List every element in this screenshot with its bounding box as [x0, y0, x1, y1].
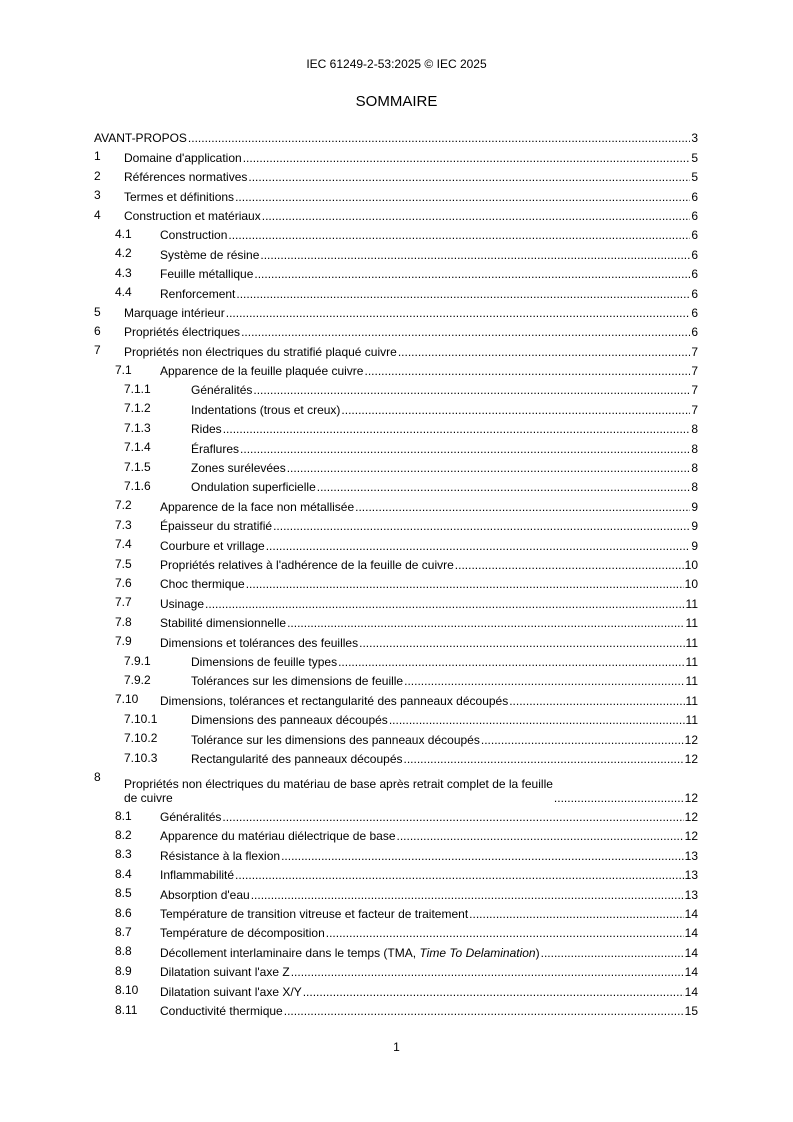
- toc-entry-label: Absorption d'eau: [160, 887, 250, 902]
- toc-entry[interactable]: [94, 320, 698, 339]
- toc-entry-page: 14: [684, 965, 698, 980]
- toc-entry-label: Éraflures: [191, 441, 240, 456]
- toc-entry[interactable]: [94, 533, 698, 552]
- dot-leader: [364, 364, 690, 378]
- toc-entry-page: 11: [685, 635, 698, 650]
- toc-entry-label-suffix: ): [535, 945, 540, 960]
- toc-entry-label: Références normatives: [124, 170, 248, 185]
- toc-entry-label: Zones surélevées: [191, 461, 286, 476]
- toc-entry-number: 7.2: [115, 498, 132, 513]
- toc-entry-number: 4.3: [115, 265, 132, 280]
- dot-leader: [260, 248, 690, 262]
- toc-entry[interactable]: [94, 339, 698, 358]
- toc-entry-page: 6: [691, 267, 698, 282]
- dot-leader: [389, 713, 685, 727]
- toc-entry-page: 8: [691, 480, 698, 495]
- dot-leader: [273, 519, 690, 533]
- toc-entry-page: 11: [685, 596, 698, 611]
- dot-leader: [251, 888, 684, 902]
- toc-entry-page: 12: [684, 790, 698, 805]
- toc-entry-number: 7.10.1: [124, 711, 158, 726]
- toc-entry-label: Propriétés électriques: [124, 325, 241, 340]
- dot-leader: [223, 422, 691, 436]
- toc-entry[interactable]: [94, 708, 698, 727]
- toc-entry-number: 7.1.2: [124, 401, 151, 416]
- dot-leader: [317, 480, 691, 494]
- toc-entry-number: 8.5: [115, 886, 132, 901]
- toc-entry-number: 6: [94, 323, 101, 338]
- dot-leader: [188, 131, 690, 145]
- toc-entry-number: 7.8: [115, 614, 132, 629]
- dot-leader: [228, 228, 690, 242]
- toc-entry-label: Construction: [160, 228, 228, 243]
- toc-entry[interactable]: [94, 514, 698, 533]
- toc-entry[interactable]: [94, 940, 698, 959]
- toc-entry-label: Dilatation suivant l'axe Z: [160, 965, 290, 980]
- page-number-footer: 1: [393, 1040, 400, 1054]
- dot-leader: [253, 383, 690, 397]
- dot-leader: [397, 829, 684, 843]
- toc-entry-label: Dilatation suivant l'axe X/Y: [160, 984, 302, 999]
- toc-entry-label: Propriétés relatives à l'adhérence de la feuille de cuivre: [160, 557, 454, 572]
- toc-entry-number: 7.1.3: [124, 420, 151, 435]
- toc-entry-page: 7: [691, 383, 698, 398]
- toc-entry[interactable]: [94, 204, 698, 223]
- dot-leader: [541, 946, 684, 960]
- toc-entry-number: 7.10.3: [124, 750, 158, 765]
- dot-leader: [266, 539, 691, 553]
- toc-entry-page: 14: [684, 907, 698, 922]
- toc-entry-page: 15: [684, 1003, 698, 1018]
- toc-entry-page: 6: [691, 286, 698, 301]
- toc-entry-page: 8: [691, 461, 698, 476]
- toc-entry-number: 8.9: [115, 963, 132, 978]
- toc-entry-number: 7.1.5: [124, 459, 151, 474]
- toc-entry[interactable]: [94, 126, 698, 145]
- toc-entry-page: 11: [685, 693, 698, 708]
- dot-leader: [243, 151, 691, 165]
- toc-entry-page: 9: [691, 538, 698, 553]
- toc-entry-label: Propriétés non électriques du matériau de base après retrait complet de la feuille: [124, 776, 553, 791]
- toc-entry-number: 7.7: [115, 595, 132, 610]
- toc-entry-label: Inflammabilité: [160, 868, 235, 883]
- toc-entry-number: 4.4: [115, 285, 132, 300]
- dot-leader: [291, 965, 684, 979]
- toc-entry-number: 7.5: [115, 556, 132, 571]
- toc-entry-number: 4.1: [115, 226, 132, 241]
- toc-entry[interactable]: [94, 611, 698, 630]
- dot-leader: [481, 733, 684, 747]
- toc-entry-label-continued: de cuivre: [124, 790, 173, 805]
- toc-entry-page: 12: [684, 751, 698, 766]
- toc-entry-label: Dimensions et tolérances des feuilles: [160, 635, 359, 650]
- toc-entry-page: 12: [684, 732, 698, 747]
- toc-entry-page: 13: [684, 887, 698, 902]
- toc-entry-number: 3: [94, 188, 101, 203]
- toc-entry[interactable]: [94, 417, 698, 436]
- toc-entry[interactable]: [94, 242, 698, 261]
- toc-entry-number: 7.3: [115, 517, 132, 532]
- toc-entry-page: 9: [691, 499, 698, 514]
- toc-entry-label: Feuille métallique: [160, 267, 254, 282]
- toc-entry[interactable]: [94, 591, 698, 610]
- toc-entry[interactable]: [94, 281, 698, 300]
- toc-entry-label: Dimensions des panneaux découpés: [191, 713, 388, 728]
- dot-leader: [455, 558, 684, 572]
- table-of-contents: [94, 126, 698, 1018]
- toc-entry-page: 11: [685, 713, 698, 728]
- toc-entry-label: Choc thermique: [160, 577, 245, 592]
- toc-entry[interactable]: [94, 262, 698, 281]
- toc-entry[interactable]: [94, 223, 698, 242]
- dot-leader: [226, 306, 691, 320]
- toc-entry-number: 8.4: [115, 866, 132, 881]
- dot-leader: [235, 868, 684, 882]
- dot-leader: [287, 461, 691, 475]
- dot-leader: [222, 810, 683, 824]
- toc-entry-label: Marquage intérieur: [124, 305, 225, 320]
- toc-entry-number: 5: [94, 304, 101, 319]
- toc-entry[interactable]: [94, 688, 698, 707]
- toc-entry-label: Indentations (trous et creux): [191, 402, 341, 417]
- toc-entry-page: 3: [691, 131, 698, 146]
- toc-entry-number: 2: [94, 168, 101, 183]
- toc-entry[interactable]: [94, 979, 698, 998]
- toc-entry-label: Rectangularité des panneaux découpés: [191, 751, 403, 766]
- toc-entry[interactable]: [94, 553, 698, 572]
- dot-leader: [359, 636, 684, 650]
- page-title: SOMMAIRE: [355, 93, 438, 110]
- toc-entry[interactable]: [94, 960, 698, 979]
- toc-entry-page: 5: [691, 150, 698, 165]
- dot-leader: [287, 616, 684, 630]
- toc-entry-label: Système de résine: [160, 247, 260, 262]
- toc-entry-page: 12: [684, 829, 698, 844]
- dot-leader: [205, 597, 685, 611]
- dot-leader: [241, 325, 690, 339]
- toc-entry-label: Apparence de la face non métallisée: [160, 499, 355, 514]
- toc-entry-number: 7.4: [115, 537, 132, 552]
- toc-entry-page: 6: [691, 305, 698, 320]
- toc-entry-page: 6: [691, 228, 698, 243]
- toc-entry-number: 7.9.2: [124, 672, 151, 687]
- toc-entry-number: 8.3: [115, 847, 132, 862]
- toc-entry[interactable]: [94, 727, 698, 746]
- toc-entry-number: 4.2: [115, 246, 132, 261]
- toc-entry-label: Dimensions, tolérances et rectangularité des panneaux découpés: [160, 693, 509, 708]
- toc-entry-page: 10: [684, 557, 698, 572]
- toc-entry-page: 5: [691, 170, 698, 185]
- toc-entry[interactable]: [94, 805, 698, 824]
- toc-entry-number: 7.1: [115, 362, 132, 377]
- toc-entry-page: 9: [691, 519, 698, 534]
- toc-entry-label: Ondulation superficielle: [191, 480, 316, 495]
- dot-leader: [469, 907, 683, 921]
- toc-entry-label: Apparence de la feuille plaquée cuivre: [160, 364, 364, 379]
- dot-leader: [262, 209, 691, 223]
- toc-entry-label: Tolérance sur les dimensions des panneaux découpés: [191, 732, 480, 747]
- toc-entry-number: 7.1.6: [124, 479, 151, 494]
- toc-entry[interactable]: [94, 301, 698, 320]
- toc-entry-label: Usinage: [160, 596, 205, 611]
- toc-entry-label: Termes et définitions: [124, 189, 235, 204]
- toc-entry-label: Stabilité dimensionnelle: [160, 616, 287, 631]
- toc-entry-number: 8: [94, 769, 101, 784]
- toc-entry[interactable]: [94, 494, 698, 513]
- toc-entry-label: Apparence du matériau diélectrique de base: [160, 829, 396, 844]
- toc-entry[interactable]: [94, 863, 698, 882]
- dot-leader: [404, 674, 684, 688]
- toc-entry-label: Construction et matériaux: [124, 208, 261, 223]
- toc-entry[interactable]: [94, 843, 698, 862]
- toc-entry[interactable]: [94, 630, 698, 649]
- toc-entry-number: 8.10: [115, 983, 139, 998]
- toc-entry-number: 8.2: [115, 828, 132, 843]
- toc-entry-number: 7.10: [115, 692, 139, 707]
- toc-entry[interactable]: [94, 378, 698, 397]
- toc-entry-number: 7.9.1: [124, 653, 151, 668]
- toc-entry-number: 7: [94, 343, 101, 358]
- dot-leader: [398, 345, 690, 359]
- toc-entry-page: 6: [691, 325, 698, 340]
- toc-entry-page: 13: [684, 848, 698, 863]
- toc-entry-page: 13: [684, 868, 698, 883]
- toc-entry-page: 8: [691, 422, 698, 437]
- dot-leader: [326, 926, 684, 940]
- dot-leader: [284, 1004, 684, 1018]
- toc-entry-label: Renforcement: [160, 286, 236, 301]
- toc-entry-label: Épaisseur du stratifié: [160, 519, 273, 534]
- toc-entry[interactable]: [94, 766, 698, 805]
- toc-entry-label: AVANT-PROPOS: [94, 131, 187, 146]
- toc-entry-page: 6: [691, 189, 698, 204]
- toc-entry[interactable]: [94, 669, 698, 688]
- toc-entry[interactable]: [94, 572, 698, 591]
- toc-entry-label: Dimensions de feuille types: [191, 654, 338, 669]
- dot-leader: [509, 694, 684, 708]
- dot-leader: [338, 655, 684, 669]
- toc-entry[interactable]: [94, 456, 698, 475]
- toc-entry-page: 7: [691, 364, 698, 379]
- toc-entry-number: 8.6: [115, 905, 132, 920]
- dot-leader: [246, 577, 684, 591]
- toc-entry-page: 10: [684, 577, 698, 592]
- toc-entry-page: 11: [685, 654, 698, 669]
- dot-leader: [404, 752, 684, 766]
- toc-entry-label: Conductivité thermique: [160, 1003, 283, 1018]
- toc-entry-label: Tolérances sur les dimensions de feuille: [191, 674, 404, 689]
- dot-leader: [281, 849, 684, 863]
- toc-entry-label: Généralités: [160, 810, 222, 825]
- toc-entry-number: 8.1: [115, 808, 132, 823]
- toc-entry-label: Courbure et vrillage: [160, 538, 265, 553]
- toc-entry-page: 6: [691, 208, 698, 223]
- toc-entry[interactable]: [94, 475, 698, 494]
- toc-entry-page: 7: [691, 344, 698, 359]
- dot-leader: [254, 267, 690, 281]
- toc-entry-label: Résistance à la flexion: [160, 848, 281, 863]
- toc-entry[interactable]: [94, 359, 698, 378]
- toc-entry[interactable]: [94, 824, 698, 843]
- dot-leader: [240, 442, 690, 456]
- toc-entry[interactable]: [94, 747, 698, 766]
- toc-entry-label: Domaine d'application: [124, 150, 242, 165]
- toc-entry-label: Rides: [191, 422, 222, 437]
- toc-entry-number: 7.1.4: [124, 440, 151, 455]
- toc-entry-label: Généralités: [191, 383, 253, 398]
- dot-leader: [235, 190, 690, 204]
- toc-entry-page: 11: [685, 616, 698, 631]
- toc-entry[interactable]: [94, 184, 698, 203]
- toc-entry[interactable]: [94, 165, 698, 184]
- toc-entry-number: 8.7: [115, 925, 132, 940]
- page-header: IEC 61249-2-53:2025 © IEC 2025: [306, 57, 487, 71]
- toc-entry-label: Température de décomposition: [160, 926, 325, 941]
- toc-entry-number: 7.10.2: [124, 731, 158, 746]
- toc-entry-number: 7.9: [115, 634, 132, 649]
- toc-entry-number: 8.11: [115, 1002, 138, 1017]
- toc-entry-label: Propriétés non électriques du stratifié plaqué cuivre: [124, 344, 397, 359]
- dot-leader: [554, 791, 684, 805]
- toc-entry-label: Température de transition vitreuse et facteur de traitement: [160, 907, 469, 922]
- toc-entry-number: 7.1.1: [124, 382, 151, 397]
- toc-entry-page: 12: [684, 810, 698, 825]
- toc-entry[interactable]: [94, 650, 698, 669]
- toc-entry[interactable]: [94, 921, 698, 940]
- toc-entry-number: 8.8: [115, 944, 132, 959]
- toc-entry-page: 11: [685, 674, 698, 689]
- toc-entry-page: 7: [691, 402, 698, 417]
- toc-entry-page: 8: [691, 441, 698, 456]
- toc-entry-page: 14: [684, 984, 698, 999]
- dot-leader: [303, 985, 684, 999]
- toc-entry[interactable]: [94, 902, 698, 921]
- toc-entry-number: 4: [94, 207, 101, 222]
- toc-entry-page: 6: [691, 247, 698, 262]
- dot-leader: [248, 170, 690, 184]
- toc-entry-page: 14: [684, 926, 698, 941]
- toc-entry[interactable]: [94, 145, 698, 164]
- dot-leader: [341, 403, 690, 417]
- toc-entry-label-italic: Time To Delamination: [419, 945, 536, 960]
- toc-entry[interactable]: [94, 882, 698, 901]
- toc-entry-page: 14: [684, 945, 698, 960]
- toc-entry-number: 1: [94, 149, 101, 164]
- toc-entry-label: Décollement interlaminaire dans le temps (TMA,: [160, 945, 420, 960]
- dot-leader: [236, 287, 690, 301]
- toc-entry[interactable]: [94, 999, 698, 1018]
- toc-entry-number: 7.6: [115, 575, 132, 590]
- toc-entry[interactable]: [94, 436, 698, 455]
- dot-leader: [355, 500, 690, 514]
- toc-entry[interactable]: [94, 397, 698, 416]
